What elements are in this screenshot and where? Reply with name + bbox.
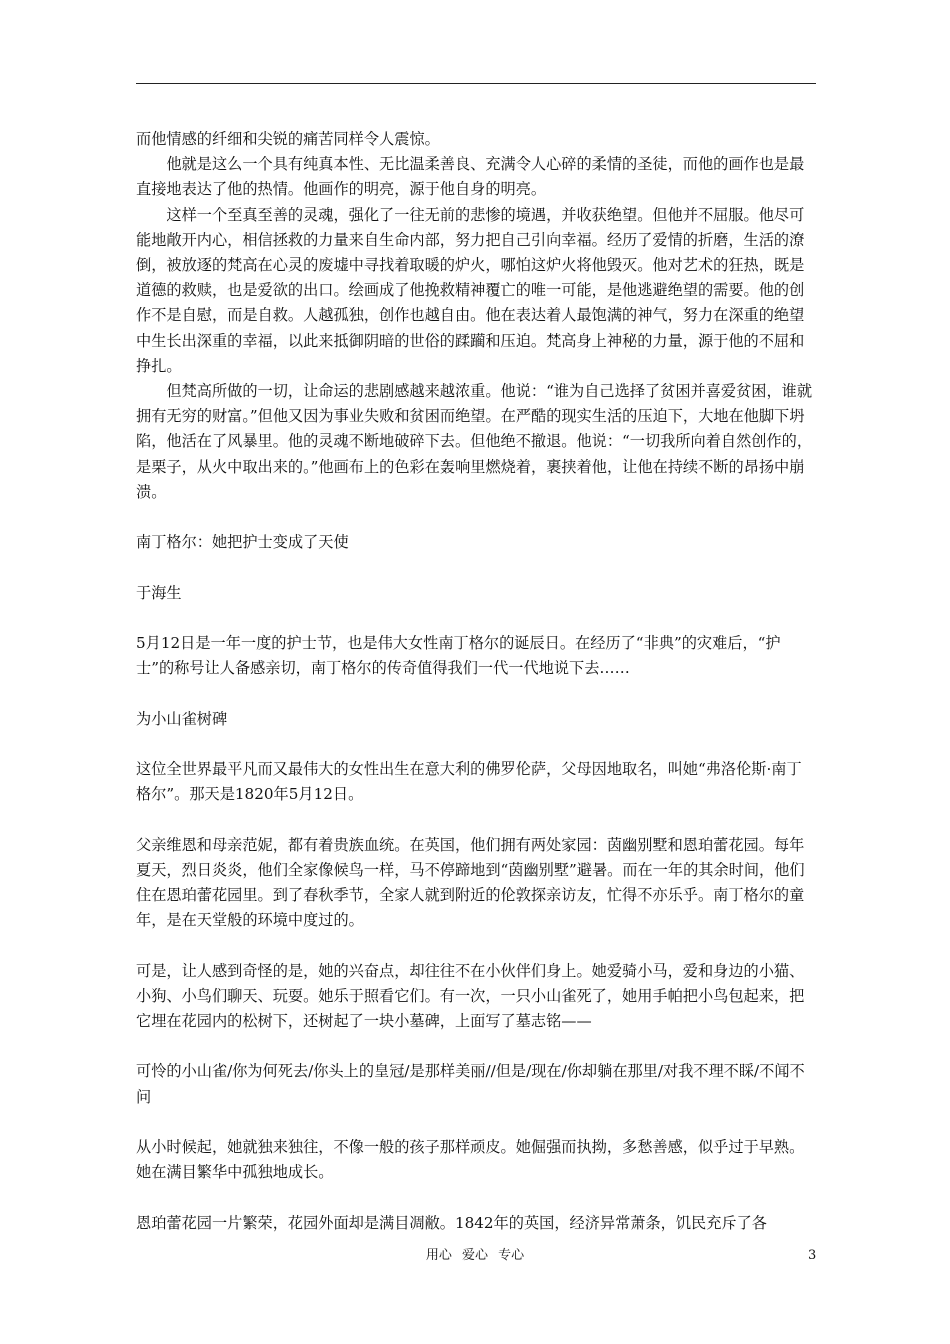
paragraph-van-gogh-soul: 这样一个至真至善的灵魂，强化了一往无前的悲惨的境遇，并收获绝望。但他并不屈服。他尽可能地敞开内心，相信拯救的力量来自生命内部，努力把自己引向幸福。经历了爱情的折磨，生活的潦倒，被放逐的梵高在心灵的废墟中寻找着取暖的炉火，哪怕这炉火将他毁灭。他对艺术的狂热，既是道德的救赎，也是爱欲的出口。绘画成了他挽救精神覆亡的唯一可能，是他逃避绝望的需要。他的创作不是自慰，而是自救。人越孤独，创作也越自由。他在表达着人最饱满的神气，努力在深重的绝望中生长出深重的幸福，以此来抵御阴暗的世俗的蹂躏和压迫。梵高身上神秘的力量，源于他的不屈和挣扎。 — [136, 205, 805, 375]
paragraph-epitaph: 可怜的小山雀/你为何死去/你头上的皇冠/是那样美丽//但是/现在/你却躺在那里/对我不理不睬/不闻不问 — [136, 1062, 805, 1106]
footer-motto: 用心 爱心 专心 — [425, 1248, 525, 1263]
paragraph-van-gogh-saint: 他就是这么一个具有纯真本性、无比温柔善良、充满令人心碎的柔情的圣徒，而他的画作也是最直接地表达了他的热情。他画作的明亮，源于他自身的明亮。 — [136, 155, 805, 199]
paragraph-continuation: 而他情感的纤细和尖锐的痛苦同样令人震惊。 — [136, 130, 440, 148]
paragraph-garden: 恩珀蕾花园一片繁荣，花园外面却是满目凋敝。1842年的英国，经济异常萧条，饥民充斥了各 — [136, 1213, 767, 1232]
article-author: 于海生 — [136, 583, 182, 602]
paragraph-van-gogh-tragedy: 但梵高所做的一切，让命运的悲剧感越来越浓重。他说：“谁为自己选择了贫困并喜爱贫困，谁就拥有无穷的财富。”但他又因为事业失败和贫困而绝望。在严酷的现实生活的压迫下，大地在他脚下坍陷，他活在了风暴里。他的灵魂不断地破碎下去。但他绝不撤退。他说：“一切我所向着自然创作的，是栗子，从火中取出来的。”他画布上的色彩在轰响里燃烧着，裹挟着他，让他在持续不断的昂扬中崩溃。 — [136, 382, 813, 501]
paragraph-childhood: 可是，让人感到奇怪的是，她的兴奋点，却往往不在小伙伴们身上。她爱骑小马，爱和身边的小猫、小狗、小鸟们聊天、玩耍。她乐于照看它们。有一次，一只小山雀死了，她用手帕把小鸟包起来，把它埋在花园内的松树下，还树起了一块小墓碑，上面写了墓志铭—— — [136, 961, 805, 1030]
paragraph-solitude: 从小时候起，她就独来独往，不像一般的孩子那样顽皮。她倔强而执拗，多愁善感，似乎过于早熟。她在满目繁华中孤独地成长。 — [136, 1137, 805, 1182]
paragraph-birth: 这位全世界最平凡而又最伟大的女性出生在意大利的佛罗伦萨，父母因地取名，叫她“弗洛伦斯·南丁格尔”。那天是1820年5月12日。 — [136, 760, 802, 804]
article-title: 南丁格尔：她把护士变成了天使 — [136, 533, 349, 552]
paragraph-nurses-day: 5月12日是一年一度的护士节，也是伟大女性南丁格尔的诞辰日。在经历了“非典”的灾难后，“护士”的称号让人备感亲切，南丁格尔的传奇值得我们一代一代地说下去…… — [136, 634, 781, 678]
section-heading: 为小山雀树碑 — [136, 709, 228, 728]
paragraph-family: 父亲维恩和母亲范妮，都有着贵族血统。在英国，他们拥有两处家园：茵幽别墅和恩珀蕾花园。每年夏天，烈日炎炎，他们全家像候鸟一样，马不停蹄地到“茵幽别墅”避暑。而在一年的其余时间，他们住在恩珀蕾花园里。到了春秋季节，全家人就到附近的伦敦探亲访友，忙得不亦乐乎。南丁格尔的童年，是在天堂般的环境中度过的。 — [136, 835, 805, 930]
header-rule — [136, 83, 816, 84]
article-body — [136, 127, 816, 1236]
page-number: 3 — [808, 1248, 817, 1263]
